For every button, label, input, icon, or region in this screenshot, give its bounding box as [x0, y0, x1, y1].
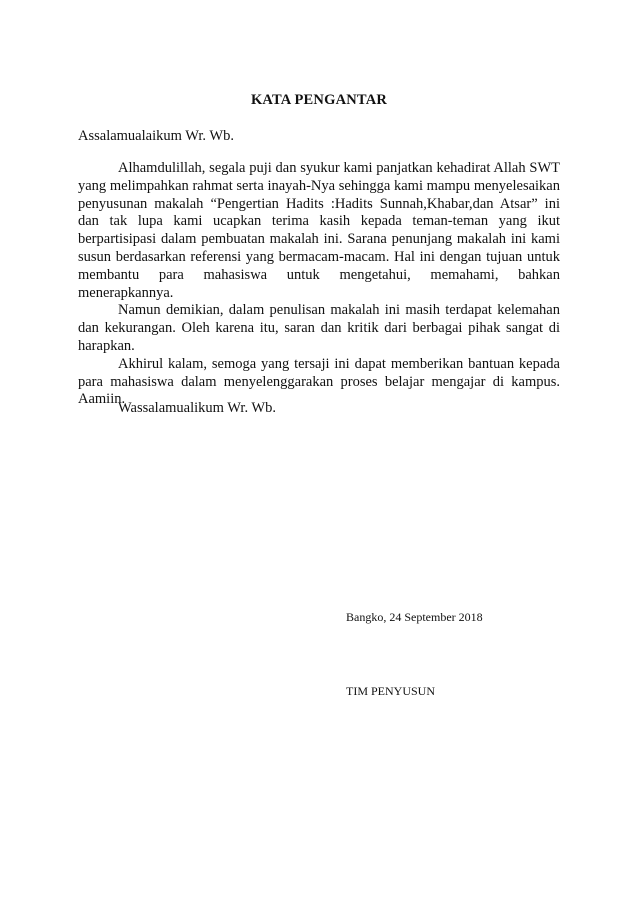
document-body [78, 160, 560, 409]
paragraph: Alhamdulillah, segala puji dan syukur kami panjatkan kehadirat Allah SWT yang melimpahkan rahmat serta inayah-Nya sehingga kami mampu menyelesaikan penyusunan makalah “Pengertian Hadits :Hadits Sunnah,Khabar,dan Atsar” ini dan tak lupa kami ucapkan terima kasih kepada teman-teman yang ikut berpartisipasi dalam pembuatan makalah ini. Sarana penunjang makalah ini kami susun berdasarkan referensi yang bermacam-macam. Hal ini dengan tujuan untuk membantu para mahasiswa untuk mengetahui, memahami, bahkan menerapkannya. [78, 160, 560, 301]
paragraph: Akhirul kalam, semoga yang tersaji ini dapat memberikan bantuan kepada para mahasiswa dalam menyelenggarakan proses belajar mengajar di kampus. Aamiin. [78, 355, 560, 408]
paragraph: Namun demikian, dalam penulisan makalah ini masih terdapat kelemahan dan kekurangan. Oleh karena itu, saran dan kritik dari berbagai pihak sangat di harapkan. [78, 302, 560, 354]
signature-team: TIM PENYUSUN [346, 684, 436, 698]
page-title: KATA PENGANTAR [250, 92, 388, 108]
signature-place-date: Bangko, 24 September 2018 [346, 610, 483, 624]
greeting-text: Assalamualaikum Wr. Wb. [78, 128, 234, 144]
closing-text: Wassalamualikum Wr. Wb. [118, 400, 276, 416]
